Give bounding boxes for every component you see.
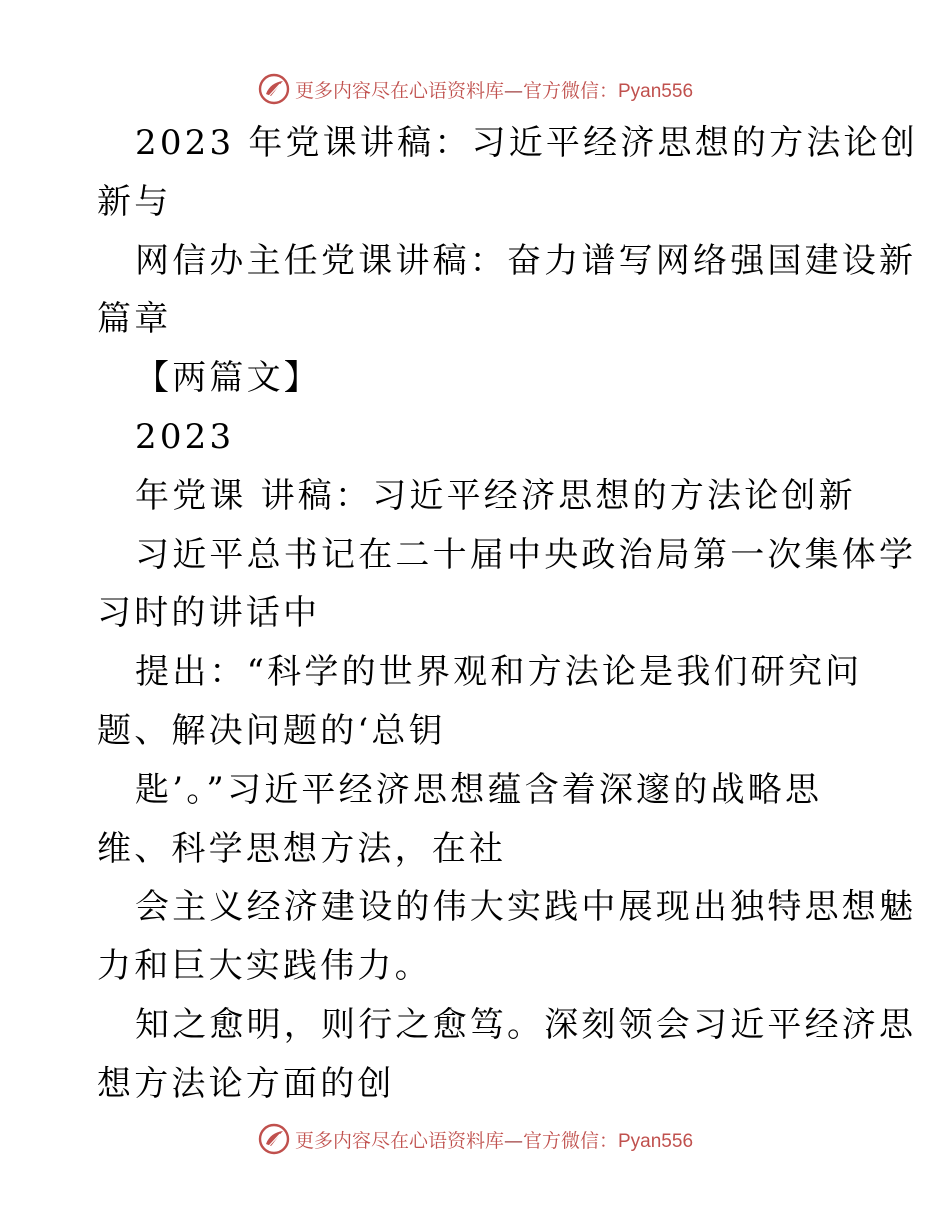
text-line: 维、科学思想方法，在社 (97, 828, 507, 869)
text-line: 力和巨大实践伟力。 (97, 946, 432, 987)
text-line: 题、解决问题的‘总钥 (97, 710, 446, 751)
text-line: 匙’。”习近平经济思想蕴含着深邃的战略思 (135, 769, 823, 810)
watermark-wechat-id: Pyan556 (618, 80, 694, 102)
text-line: 知之愈明，则行之愈笃。深刻领会习近平经济思 (135, 1004, 917, 1045)
text-line: 提出：“科学的世界观和方法论是我们研究问 (135, 652, 863, 693)
text-line: 年党课 讲稿：习近平经济思想的方法论创新 (135, 475, 856, 516)
watermark-suffix: 官方微信： (522, 1129, 618, 1152)
watermark-separator: — (503, 1129, 523, 1152)
text-line: 习近平总书记在二十届中央政治局第一次集体学 (135, 534, 917, 575)
document-body (97, 114, 918, 1114)
watermark-suffix: 官方微信： (522, 79, 618, 102)
footer-watermark (0, 1122, 950, 1156)
text-line: 想方法论方面的创 (97, 1063, 395, 1104)
text-line: 网信办主任党课讲稿：奋力谱写网络强国建设新 (135, 240, 917, 281)
text-line: 2023 (135, 416, 235, 457)
text-line: 【两篇文】 (135, 358, 321, 399)
text-line: 习时的讲话中 (97, 593, 321, 634)
text-line: 会主义经济建设的伟大实践中展现出独特思想魅 (135, 887, 917, 928)
watermark-wechat-id: Pyan556 (618, 1130, 694, 1152)
header-watermark (0, 72, 950, 106)
watermark-text: 更多内容尽在心语资料库 (294, 1129, 504, 1152)
text-line: 篇章 (97, 299, 172, 340)
text-line: 2023 年党课讲稿：习近平经济思想的方法论创 (135, 123, 918, 163)
watermark-text: 更多内容尽在心语资料库 (294, 79, 504, 102)
text-line: 新与 (97, 181, 172, 222)
seal-logo-icon (257, 1122, 291, 1156)
watermark-separator: — (503, 79, 523, 102)
seal-logo-icon (257, 72, 291, 106)
